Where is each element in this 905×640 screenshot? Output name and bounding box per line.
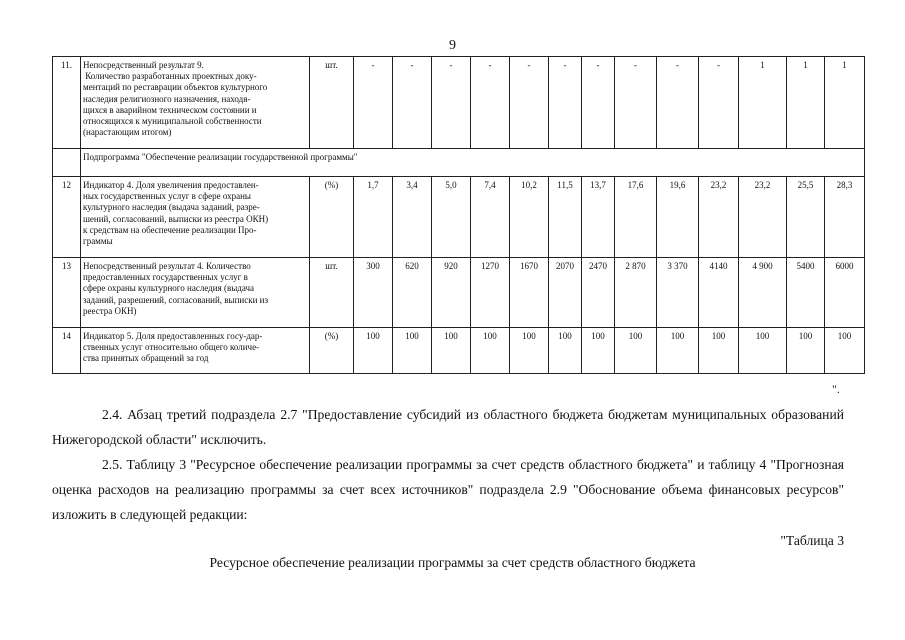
value-cell: - [393,57,432,149]
unit-cell: (%) [310,328,354,374]
indicator-name-line: ства принятых обращений за год [83,353,209,364]
value-cell: 100 [582,328,615,374]
value-cell: 3 370 [657,258,699,328]
indicator-name-line: Непосредственный результат 4. Количество [83,261,251,271]
indicator-name-line: сфере охраны культурного наследия (выдача [83,283,254,294]
value-cell: 28,3 [825,177,865,258]
value-cell: 10,2 [510,177,549,258]
value-cell: 100 [510,328,549,374]
value-cell: 17,6 [615,177,657,258]
row-number-cell: 14 [53,328,81,374]
value-cell: 3,4 [393,177,432,258]
paragraph-2-4: 2.4. Абзац третий подраздела 2.7 "Предоставление субсидий из областного бюджета бюджетам муниципальных образований Нижегородской области" исключить. [52,407,844,447]
value-cell: 100 [615,328,657,374]
row-number-cell: 13 [53,258,81,328]
value-cell: 23,2 [739,177,787,258]
value-cell: 23,2 [699,177,739,258]
unit-cell: (%) [310,177,354,258]
value-cell: 100 [432,328,471,374]
value-cell: 1 [739,57,787,149]
value-cell: 100 [471,328,510,374]
indicator-name-line: к средствам на обеспечение реализации Про- [83,224,257,235]
indicator-name-line: щихся в аварийном техническом состоянии и [83,104,257,115]
value-cell: 100 [657,328,699,374]
value-cell: 100 [354,328,393,374]
value-cell: 1670 [510,258,549,328]
value-cell: - [657,57,699,149]
value-cell: 100 [549,328,582,374]
row-number-cell: 12 [53,177,81,258]
indicator-name-cell [81,57,310,149]
value-cell: 4 900 [739,258,787,328]
indicator-name-line: предоставленных государственных услуг в [83,272,248,283]
value-cell: - [582,57,615,149]
indicator-name-line: Индикатор 4. Доля увеличения предоставлен- [83,180,259,190]
indicator-name-cell [81,328,310,374]
value-cell: 1270 [471,258,510,328]
indicator-name-line: Непосредственный результат 9. [83,60,204,70]
value-cell: 13,7 [582,177,615,258]
table-row [53,177,865,258]
closing-quote: ". [832,382,840,396]
indicator-name-line: реестра ОКН) [83,305,137,316]
subprogram-title: Подпрограмма "Обеспечение реализации государственной программы" [81,149,865,177]
indicator-name-line: ственных услуг относительно общего количе- [83,342,260,353]
value-cell: 2470 [582,258,615,328]
value-cell: 1 [787,57,825,149]
indicator-name-line: ментаций по реставрации объектов культурного [83,82,268,93]
indicator-name-line: шений, согласований, выписки из реестра ОКН) [83,213,269,224]
value-cell: 100 [787,328,825,374]
indicator-name-line: Количество разработанных проектных доку- [83,71,257,82]
value-cell: 100 [393,328,432,374]
indicator-name-line: наследия религиозного назначения, находя- [83,93,251,104]
value-cell: 19,6 [657,177,699,258]
value-cell: - [615,57,657,149]
indicator-name-line: относящихся к муниципальной собственности [83,116,262,127]
indicator-name-line: культурного наследия (выдача заданий, разре- [83,202,260,213]
value-cell: 620 [393,258,432,328]
indicator-name-cell [81,258,310,328]
value-cell: 7,4 [471,177,510,258]
subprogram-row [53,149,865,177]
value-cell: - [432,57,471,149]
value-cell: 920 [432,258,471,328]
row-number-cell: 11. [53,57,81,149]
value-cell: 5,0 [432,177,471,258]
value-cell: 4140 [699,258,739,328]
value-cell: 2 870 [615,258,657,328]
value-cell: 300 [354,258,393,328]
indicator-name-line: граммы [83,236,113,247]
value-cell: - [510,57,549,149]
value-cell: 100 [825,328,865,374]
table-row [53,258,865,328]
indicator-name-cell [81,177,310,258]
value-cell: - [354,57,393,149]
value-cell: 1,7 [354,177,393,258]
table-3-title: Ресурсное обеспечение реализации программы за счет средств областного бюджета [209,555,696,570]
page-number: 9 [449,38,456,53]
row-number-cell [53,149,81,177]
indicator-name-line: ных государственных услуг в сфере охраны [83,191,251,202]
indicator-name-line: (нарастающим итогом) [83,127,172,138]
unit-cell: шт. [310,258,354,328]
table-3-label: "Таблица 3 [780,533,844,548]
value-cell: 25,5 [787,177,825,258]
value-cell: - [471,57,510,149]
table-row [53,328,865,374]
paragraph-2-5: 2.5. Таблицу 3 "Ресурсное обеспечение реализации программы за счет средств областного бюджета" и таблицу 4 "Прогнозная оценка расходов на реализацию программы за счет всех источников" подраздела 2.9 "Обоснование объема финансовых ресурсов" изложить в следующей редакции: [52,457,844,522]
value-cell: 2070 [549,258,582,328]
indicator-name-line: заданий, разрешений, согласований, выписки из [83,294,269,305]
value-cell: 11,5 [549,177,582,258]
unit-cell: шт. [310,57,354,149]
value-cell: 1 [825,57,865,149]
value-cell: 100 [739,328,787,374]
value-cell: - [549,57,582,149]
value-cell: 5400 [787,258,825,328]
value-cell: 100 [699,328,739,374]
table-row [53,57,865,149]
value-cell: - [699,57,739,149]
value-cell: 6000 [825,258,865,328]
indicators-table [52,56,865,374]
indicator-name-line: Индикатор 5. Доля предоставленных госу-дар- [83,331,263,341]
